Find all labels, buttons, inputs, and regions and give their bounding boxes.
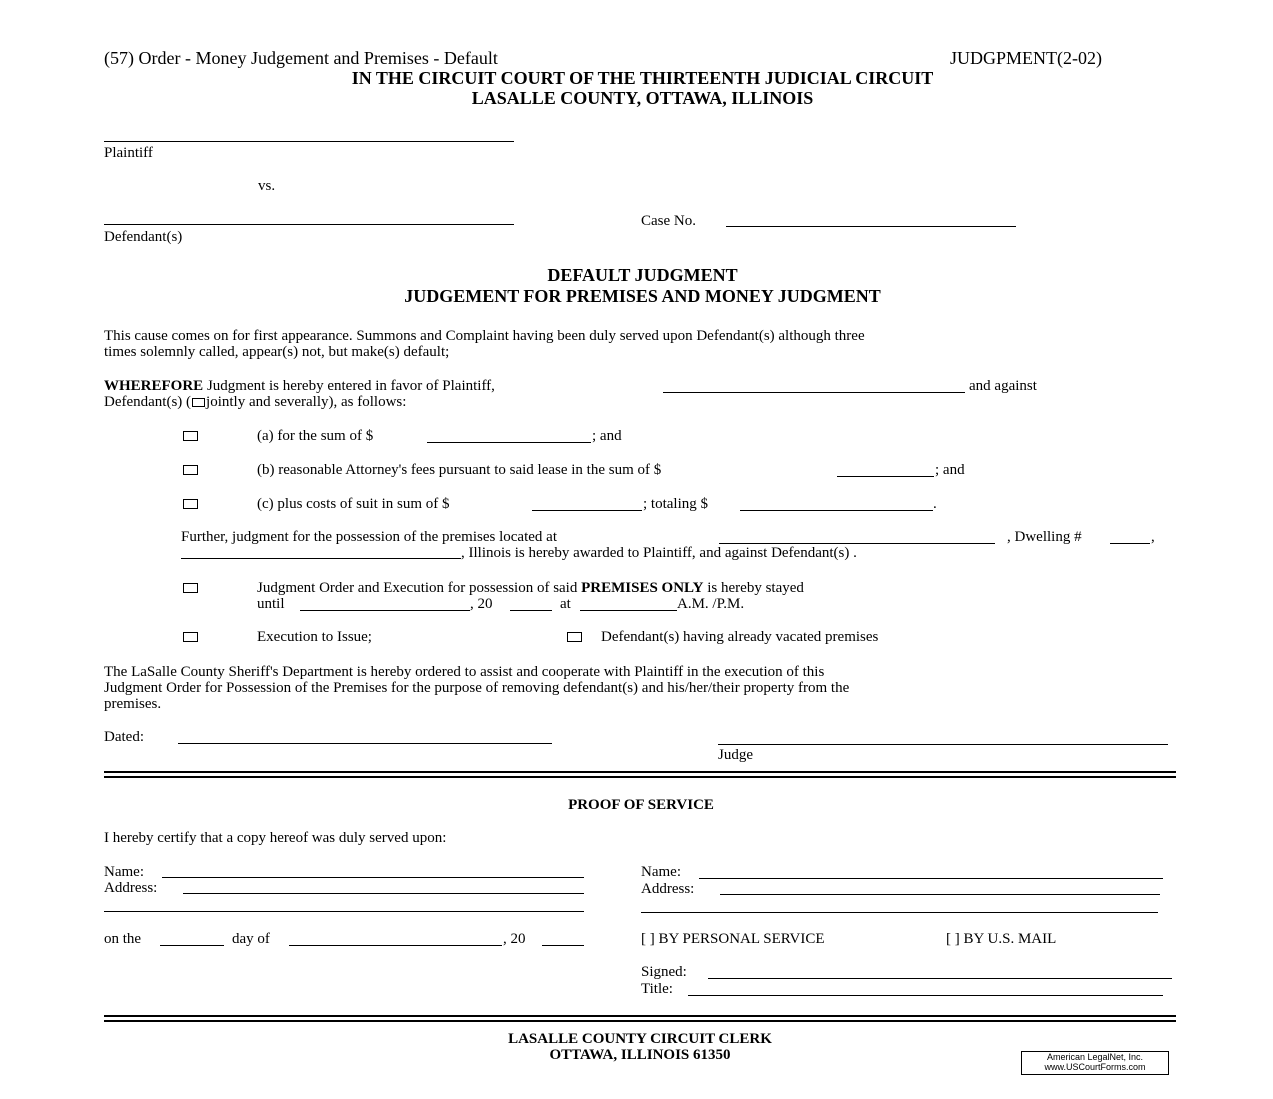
stay-end: is hereby stayed: [707, 580, 804, 596]
personal-service-option[interactable]: [ ] BY PERSONAL SERVICE: [641, 931, 825, 947]
case-no-label: Case No.: [641, 213, 696, 229]
title-label: Title:: [641, 981, 673, 997]
right-name-label: Name:: [641, 864, 681, 880]
served-month-line[interactable]: [289, 945, 502, 946]
right-address-line[interactable]: [720, 894, 1160, 895]
wherefore-label: WHEREFORE: [104, 378, 204, 394]
divider-bottom: [104, 776, 1176, 778]
court-name: IN THE CIRCUIT COURT OF THE THIRTEENTH JUDICIAL CIRCUIT: [351, 68, 934, 88]
item-c-mid: ; totaling $: [643, 496, 708, 512]
illinois-text: , Illinois is hereby awarded to Plaintiff, and against Defendant(s) .: [461, 545, 857, 561]
sheriff-line-2: Judgment Order for Possession of the Premises for the purpose of removing defendant(s) and his/her/their property from the: [104, 680, 850, 696]
wherefore-line: [104, 378, 495, 394]
item-a-checkbox[interactable]: [183, 431, 198, 441]
served-year-line[interactable]: [542, 945, 584, 946]
footer-divider-bottom: [104, 1020, 1176, 1022]
until-date-line[interactable]: [300, 610, 470, 611]
item-c-checkbox[interactable]: [183, 499, 198, 509]
left-name-label: Name:: [104, 864, 144, 880]
sheriff-line-1: The LaSalle County Sheriff's Department is hereby ordered to assist and cooperate with Plaintiff in the execution of this: [104, 664, 825, 680]
premises-only-label: PREMISES ONLY: [581, 580, 704, 596]
vacated-label: Defendant(s) having already vacated premises: [601, 629, 879, 645]
defendant-line[interactable]: [104, 224, 514, 225]
stay-year-line[interactable]: [510, 610, 552, 611]
left-name-line[interactable]: [162, 877, 584, 878]
item-b-label: (b) reasonable Attorney's fees pursuant to said lease in the sum of $: [257, 462, 662, 478]
judgment-subtitle: JUDGEMENT FOR PREMISES AND MONEY JUDGMENT: [404, 286, 881, 306]
stamp-line-1: American LegalNet, Inc.: [1046, 1052, 1144, 1062]
further-text: Further, judgment for the possession of the premises located at: [181, 529, 557, 545]
judge-signature-line[interactable]: [718, 744, 1168, 745]
stamp-line-2: www.USCourtForms.com: [1044, 1062, 1146, 1072]
right-address-label: Address:: [641, 881, 695, 897]
execution-checkbox[interactable]: [183, 632, 198, 642]
item-c-label: (c) plus costs of suit in sum of $: [257, 496, 450, 512]
plaintiff-label: Plaintiff: [104, 145, 153, 161]
item-b-amount-line[interactable]: [837, 476, 934, 477]
jointly-checkbox[interactable]: [192, 398, 205, 407]
divider-top: [104, 771, 1176, 773]
plaintiff-line[interactable]: [104, 141, 514, 142]
intro-line-1: This cause comes on for first appearance. Summons and Complaint having been duly served upon Defendant(s) although three: [104, 328, 865, 344]
item-b-checkbox[interactable]: [183, 465, 198, 475]
form-title: (57) Order - Money Judgement and Premises - Default: [104, 48, 498, 68]
right-name-line[interactable]: [699, 878, 1163, 879]
dwelling-number-line[interactable]: [1110, 543, 1150, 544]
served-day-line[interactable]: [160, 945, 224, 946]
execution-label: Execution to Issue;: [257, 629, 372, 645]
left-address-line-2[interactable]: [104, 911, 584, 912]
left-address-line[interactable]: [183, 893, 584, 894]
item-a-amount-line[interactable]: [427, 442, 591, 443]
jointly-text: jointly and severally), as follows:: [206, 394, 407, 410]
signed-line[interactable]: [708, 978, 1172, 979]
court-location: LASALLE COUNTY, OTTAWA, ILLINOIS: [471, 88, 814, 108]
item-a-end: ; and: [592, 428, 622, 444]
stay-text: Judgment Order and Execution for possession of said: [257, 580, 578, 596]
day-of-label: day of: [232, 931, 270, 947]
item-a-label: (a) for the sum of $: [257, 428, 374, 444]
wherefore-text: Judgment is hereby entered in favor of Plaintiff,: [206, 378, 495, 394]
stay-checkbox[interactable]: [183, 583, 198, 593]
served-year-prefix: , 20: [503, 931, 526, 947]
item-c-costs-line[interactable]: [532, 510, 642, 511]
clerk-name: LASALLE COUNTY CIRCUIT CLERK: [508, 1031, 772, 1047]
dwelling-label: , Dwelling #: [1007, 529, 1082, 545]
dated-line[interactable]: [178, 743, 552, 744]
right-address-line-2[interactable]: [641, 912, 1158, 913]
judge-label: Judge: [718, 747, 753, 763]
item-b-end: ; and: [935, 462, 965, 478]
intro-line-2: times solemnly called, appear(s) not, but make(s) default;: [104, 344, 450, 360]
city-line[interactable]: [181, 558, 461, 559]
ampm-label: A.M. /P.M.: [677, 596, 745, 612]
certify-text: I hereby certify that a copy hereof was duly served upon:: [104, 830, 447, 846]
sheriff-line-3: premises.: [104, 696, 162, 712]
plaintiff-name-line[interactable]: [663, 392, 965, 393]
signed-label: Signed:: [641, 964, 687, 980]
until-label: until: [257, 596, 285, 612]
clerk-address: OTTAWA, ILLINOIS 61350: [549, 1047, 731, 1063]
stay-year-prefix: , 20: [470, 596, 493, 612]
stay-line: [257, 580, 804, 596]
stay-time-line[interactable]: [580, 610, 677, 611]
at-label: at: [560, 596, 571, 612]
us-mail-option[interactable]: [ ] BY U.S. MAIL: [946, 931, 1057, 947]
vs-label: vs.: [258, 178, 276, 194]
and-against-label: and against: [969, 378, 1037, 394]
title-line[interactable]: [688, 995, 1163, 996]
item-c-total-line[interactable]: [740, 510, 933, 511]
defendant-label: Defendant(s): [104, 229, 183, 245]
defendants-prefix: Defendant(s) (: [104, 394, 192, 410]
proof-title: PROOF OF SERVICE: [568, 797, 714, 813]
dwelling-comma: ,: [1151, 529, 1155, 545]
defendants-line: [104, 394, 406, 410]
left-address-label: Address:: [104, 880, 158, 896]
premises-address-line[interactable]: [719, 543, 995, 544]
vacated-checkbox[interactable]: [567, 632, 582, 642]
publisher-stamp: [1021, 1051, 1169, 1075]
item-c-end: .: [933, 496, 937, 512]
judgment-title: DEFAULT JUDGMENT: [547, 265, 738, 285]
footer-divider-top: [104, 1015, 1176, 1017]
dated-label: Dated:: [104, 729, 144, 745]
on-the-label: on the: [104, 931, 142, 947]
form-code: JUDGPMENT(2-02): [950, 48, 1102, 68]
case-no-line[interactable]: [726, 226, 1016, 227]
